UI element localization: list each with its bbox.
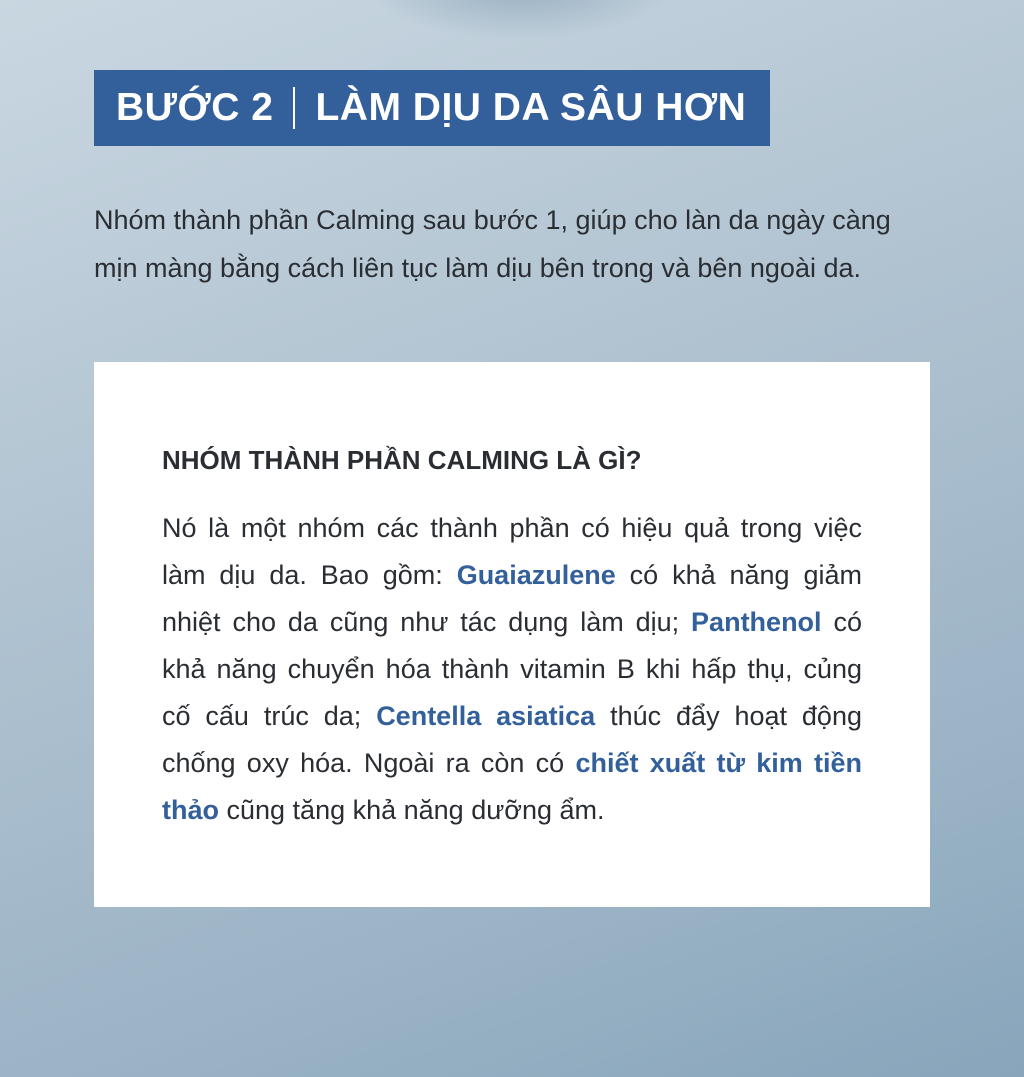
step-header-banner bbox=[94, 70, 770, 146]
card-body bbox=[162, 505, 862, 834]
info-card bbox=[94, 362, 930, 907]
body-text: cũng tăng khả năng dưỡng ẩm. bbox=[219, 795, 605, 825]
ingredient-guaiazulene: Guaiazulene bbox=[456, 560, 616, 590]
body-text: có khả năng chuyển hóa thành vitamin B khi hấp thụ, củng cố cấu trúc da; bbox=[162, 607, 862, 731]
background-glow bbox=[360, 0, 680, 40]
ingredient-kim-tien-thao-extract: chiết xuất từ kim tiền thảo bbox=[162, 748, 863, 825]
step-label: BƯỚC 2 bbox=[116, 86, 274, 129]
intro-line-1: Nhóm thành phần Calming sau bước 1, giúp cho làn da ngày càng bbox=[94, 205, 891, 235]
step-title: LÀM DỊU DA SÂU HƠN bbox=[315, 86, 747, 129]
ingredient-panthenol: Panthenol bbox=[691, 607, 822, 637]
card-title: NHÓM THÀNH PHẦN CALMING LÀ GÌ? bbox=[162, 445, 642, 475]
intro-paragraph bbox=[94, 196, 954, 292]
intro-line-2: mịn màng bằng cách liên tục làm dịu bên trong và bên ngoài da. bbox=[94, 253, 861, 283]
header-divider bbox=[293, 87, 295, 129]
ingredient-centella-asiatica: Centella asiatica bbox=[376, 701, 596, 731]
body-text: có khả năng giảm nhiệt cho da cũng như tác dụng làm dịu; bbox=[162, 560, 862, 637]
body-text: thúc đẩy hoạt động chống oxy hóa. Ngoài ra còn có bbox=[162, 701, 862, 778]
body-text: Nó là một nhóm các thành phần có hiệu quả trong việc làm dịu da. Bao gồm: bbox=[162, 513, 862, 590]
